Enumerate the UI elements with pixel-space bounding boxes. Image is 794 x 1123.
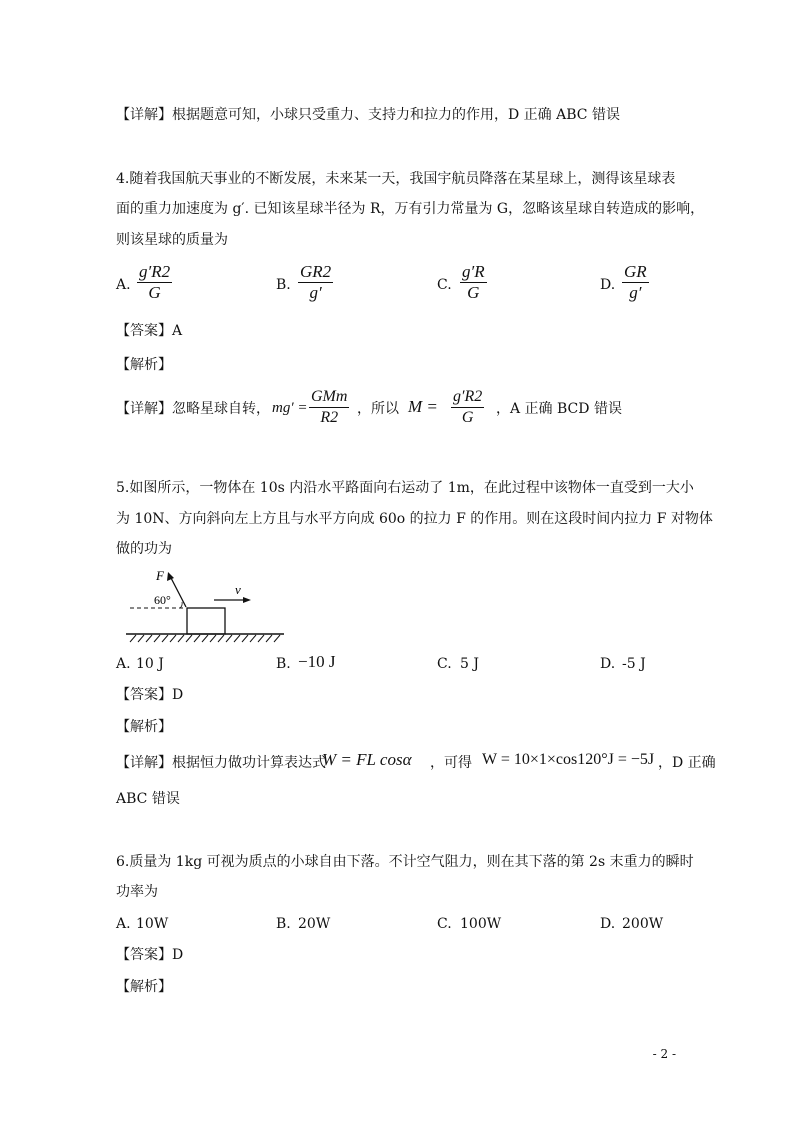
q4-stem-line1: 4.随着我国航天事业的不断发展，未来某一天，我国宇航员降落在某星球上，测得该星球表 [116,171,676,187]
q4-option-d-denominator: g′ [629,283,642,302]
q4-detail-prefix: 【详解】忽略星球自转， [116,401,270,417]
q4-detail-mid: ，所以 [357,401,399,417]
q4-option-d-numerator: GR [624,262,647,281]
q5-stem-line1: 5.如图所示，一物体在 10s 内沿水平路面向右运动了 1m，在此过程中该物体一直受到一大小 [116,480,694,496]
q4-detail-suffix: ，A 正确 BCD 错误 [496,401,622,417]
q5-option-b-text: −10 J [298,652,336,671]
block [187,608,225,634]
q4-detail-frac1-numerator: GMm [311,388,348,405]
angle-label: 60° [154,593,171,607]
q5-option-c-text: 5 J [460,656,479,672]
q5-detail-suffix: ，D 正确 [658,755,716,771]
q5-option-a-letter: A. [116,656,131,672]
q5-option-a-text: 10 J [136,656,164,672]
q4-option-b-letter: B. [276,277,291,293]
q6-analysis-label: 【解析】 [116,979,172,995]
q4-detail-frac1-denominator: R2 [320,409,339,426]
q6-stem-line2: 功率为 [116,884,158,900]
ground-hatching [130,635,280,642]
velocity-label: v [235,582,241,597]
q6-stem-line1: 6.质量为 1kg 可视为质点的小球自由下落。不计空气阻力，则在其下落的第 2s 末重力的瞬时 [116,854,694,870]
q4-detail-fraction-2 [451,387,484,428]
q6-option-a-text: 10W [136,916,169,932]
q4-option-b-numerator: GR2 [300,262,332,281]
q5-stem-line2: 为 10N、方向斜向左上方且与水平方向成 60o 的拉力 F 的作用。则在这段时间内拉力 F 对物体 [116,511,713,527]
force-arrowhead [167,572,174,581]
q5-option-b-letter: B. [276,656,291,672]
force-arrow-shaft [170,576,186,607]
q6-option-b-letter: B. [276,916,291,932]
q4-option-c-letter: C. [437,277,452,293]
velocity-arrowhead [243,597,251,603]
q5-force-diagram [116,562,296,648]
q5-option-c-letter: C. [437,656,452,672]
q4-stem-line3: 则该星球的质量为 [116,232,228,248]
q6-option-a-letter: A. [116,916,131,932]
q5-detail-formula1: W = FL cosα [322,750,412,769]
q5-detail-mid: ，可得 [430,755,472,771]
q4-option-b-denominator: g′ [309,283,322,302]
force-label: F [156,568,164,583]
q6-option-c-text: 100W [460,916,502,932]
page-number: - 2 - [652,1047,676,1061]
q6-option-d-letter: D. [600,916,616,932]
angle-arc [180,602,182,608]
q6-option-c-letter: C. [437,916,452,932]
q3-detail: 【详解】根据题意可知，小球只受重力、支持力和拉力的作用，D 正确 ABC 错误 [116,107,620,123]
q4-option-a-numerator: g′R2 [139,262,171,281]
q5-stem-line3: 做的功为 [116,541,172,557]
q5-option-d-letter: D. [600,656,616,672]
q6-answer: 【答案】D [116,947,184,963]
q5-detail-line2: ABC 错误 [116,791,180,807]
q4-detail-eq2-left: M = [408,397,438,416]
q4-option-c-numerator: g′R [462,262,485,281]
q4-option-d-fraction [622,262,649,303]
q4-detail-fraction-1 [309,387,349,428]
q4-option-a-letter: A. [116,277,131,293]
q6-option-d-text: 200W [622,916,664,932]
q4-option-b-fraction [298,262,333,303]
q5-detail-prefix: 【详解】根据恒力做功计算表达式 [116,755,326,771]
q4-answer: 【答案】A [116,323,183,339]
q4-detail-eq-left: mg′ = [272,400,308,416]
q4-option-a-denominator: G [148,283,161,302]
q5-option-d-text: -5 J [622,656,646,672]
q4-option-d-letter: D. [600,277,616,293]
q5-detail-formula2: W = 10×1×cos120°J = −5J [482,751,655,768]
q4-stem-line2: 面的重力加速度为 g′. 已知该星球半径为 R，万有引力常量为 G，忽略该星球自转造成的影响， [116,201,705,217]
q4-analysis-label: 【解析】 [116,357,172,373]
q4-detail-frac2-numerator: g′R2 [453,388,483,405]
q5-analysis-label: 【解析】 [116,719,172,735]
q4-option-c-denominator: G [467,283,480,302]
q4-option-c-fraction [460,262,487,303]
q5-answer: 【答案】D [116,687,184,703]
q4-detail-frac2-denominator: G [461,409,474,426]
q6-option-b-text: 20W [298,916,331,932]
q4-option-a-fraction [137,262,172,303]
